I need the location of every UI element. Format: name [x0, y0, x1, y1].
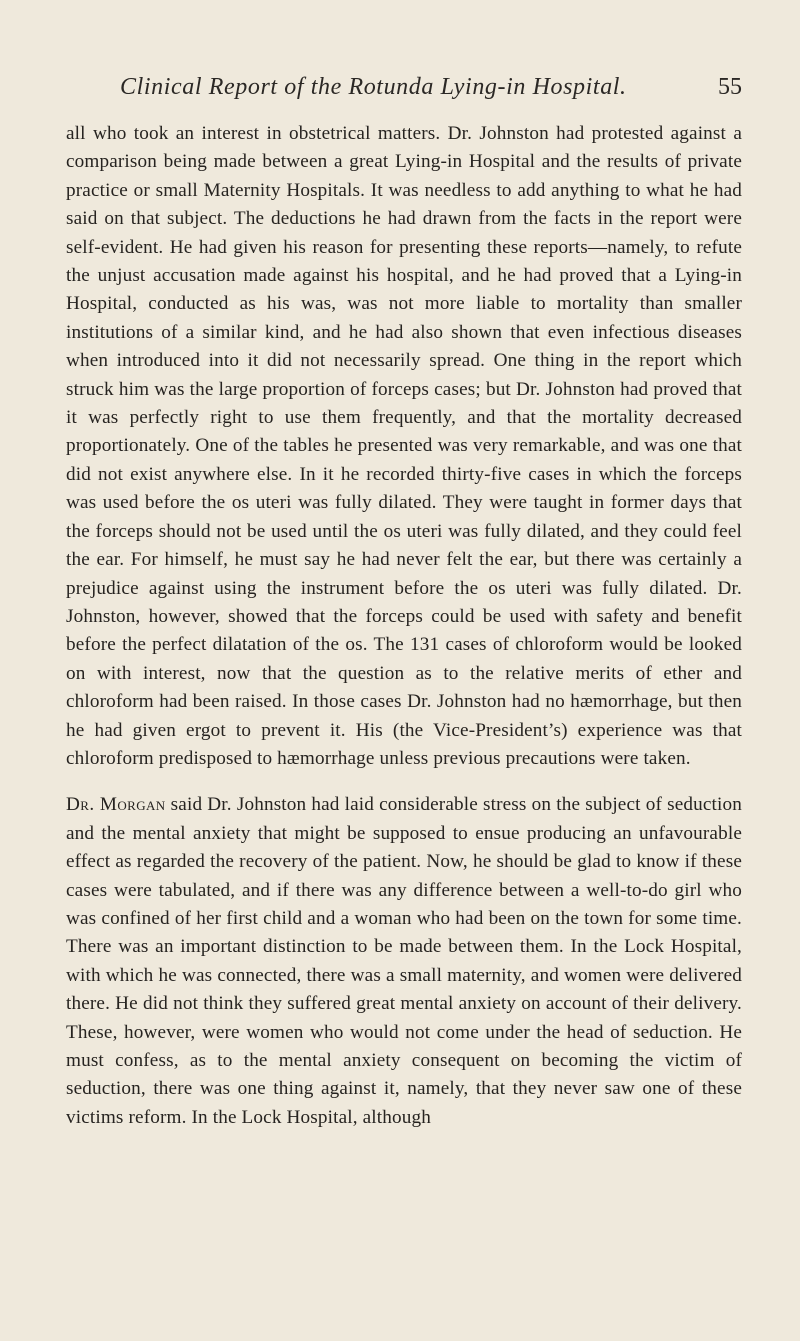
paragraph-1-text: all who took an interest in obstetrical matters. Dr. Johnston had protested against a comparison being made between a great Lying-in Hospital and the results of private practice or small Maternity Hospitals. It was needless to add anything to what he had said on that subject. The deductions he had drawn from the facts in the report were self-evident. He had given his reason for presenting these reports—namely, to refute the unjust accusation made against his hospital, and he had proved that a Lying-in Hospital, conducted as his was, was not more liable to mortality than smaller institutions of a similar kind, and he had also shown that even infectious diseases when introduced into it did not necessarily spread. One thing in the report which struck him was the large proportion of forceps cases; but Dr. Johnston had proved that it was perfectly right to use them frequently, and that the mortality decreased proportionately. One of the tables he presented was very remarkable, and was one that did not exist anywhere else. In it he recorded thirty-five cases in which the forceps was used before the os uteri was fully dilated. They were taught in former days that the forceps should not be used until the os uteri was fully dilated, and they could feel the ear. For himself, he must say he had never felt the ear, but there was certainly a prejudice against using the instrument before the os uteri was fully dilated. Dr. Johnston, however, showed that the forceps could be used with safety and benefit before the perfect dilatation of the os. The 131 cases of chloroform would be looked on with interest, now that the question as to the relative merits of ether and chloroform had been raised. In those cases Dr. Johnston had no hæmorrhage, but then he had given ergot to prevent it. His (the Vice-President’s) experience was that chloroform predisposed to hæmorrhage unless previous precautions were taken. [66, 123, 742, 769]
header-title: Clinical Report of the Rotunda Lying-in Hospital. [120, 74, 627, 100]
speaker-name: Dr. Morgan [66, 794, 166, 816]
paragraph-2-text: said Dr. Johnston had laid considerable stress on the subject of seduction and the mental anxiety that might be supposed to ensue producing an unfavourable effect as regarded the recovery of the patient. Now, he should be glad to know if these cases were tabulated, and if there was any difference between a well-to-do girl who was confined of her first child and a woman who had been on the town for some time. There was an important distinction to be made between them. In the Lock Hospital, with which he was connected, there was a small maternity, and women were delivered there. He did not think they suffered great mental anxiety on account of their delivery. These, however, were women who would not come under the head of seduction. He must confess, as to the mental anxiety consequent on becoming the victim of seduction, there was one thing against it, namely, that they never saw one of these victims reform. In the Lock Hospital, although [66, 794, 743, 1128]
body-paragraph-1 [66, 120, 742, 773]
page-number: 55 [718, 74, 742, 100]
running-header [66, 72, 742, 106]
body-paragraph-2 [66, 791, 742, 1132]
